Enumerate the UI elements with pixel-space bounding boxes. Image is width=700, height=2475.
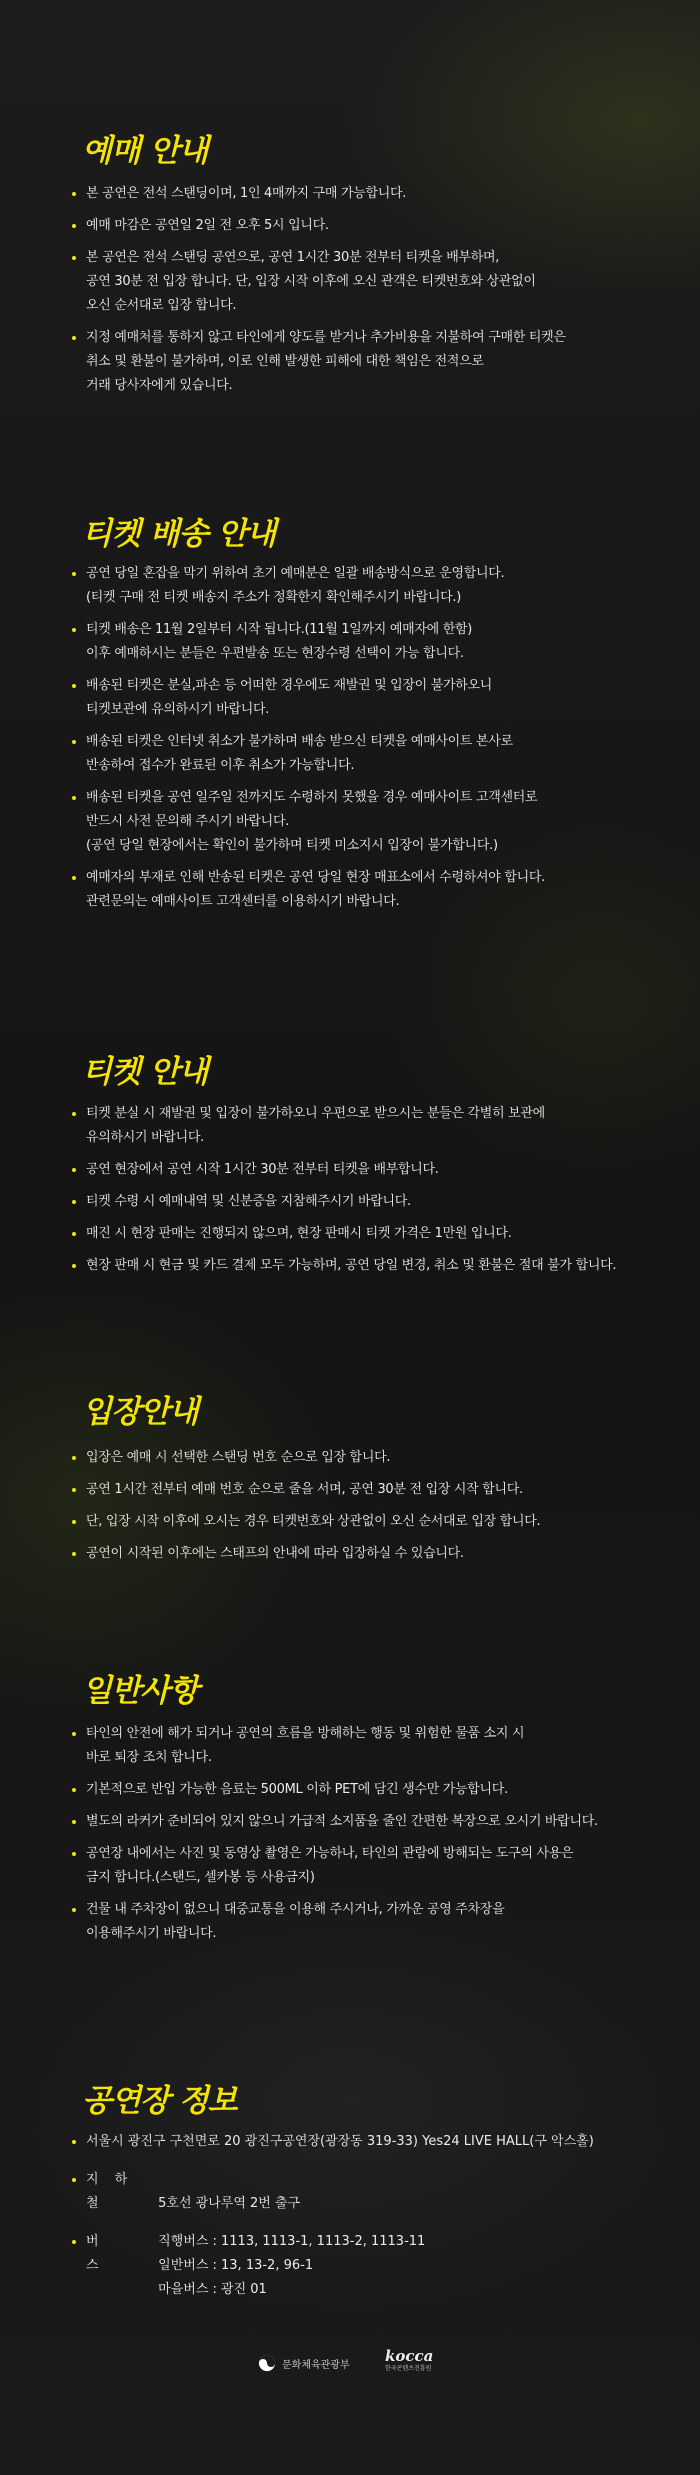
info-list [72, 1446, 662, 1574]
list-item [72, 866, 662, 914]
bus-list [158, 2230, 425, 2302]
info-list [72, 1102, 662, 1286]
item-text-line: (공연 당일 현장에서는 확인이 불가하며 티켓 미소지시 입장이 불가합니다.) [86, 838, 498, 853]
bullet-dot [72, 740, 76, 744]
item-text-line: 배송된 티켓을 공연 일주일 전까지도 수령하지 못했을 경우 예매사이트 고객센터로 [86, 790, 538, 805]
bullet-dot [72, 1200, 76, 1204]
kocca-logo [385, 2348, 433, 2373]
kocca-sub: 한국콘텐츠진흥원 [385, 2365, 432, 2372]
bullet-dot [72, 1552, 76, 1556]
item-text-line: 관련문의는 예매사이트 고객센터를 이용하시기 바랍니다. [86, 894, 400, 909]
list-item [72, 1478, 662, 1502]
list-item [72, 674, 662, 722]
bullet-dot [72, 256, 76, 260]
item-text-line: 건물 내 주차장이 없으니 대중교통을 이용해 주시거나, 가까운 공영 주차장을 [86, 1902, 505, 1917]
item-text-line: 예매 마감은 공연일 2일 전 오후 5시 입니다. [86, 218, 329, 233]
bullet-dot [72, 684, 76, 688]
footer-logos [0, 2344, 700, 2384]
subway-text: 5호선 광나루역 2번 출구 [158, 2196, 301, 2211]
bus-line: 일반버스 : 13, 13-2, 96-1 [158, 2258, 314, 2273]
bullet-dot [72, 1456, 76, 1460]
info-list [72, 1722, 662, 1954]
list-item [72, 1810, 662, 1834]
taegeuk-icon [258, 2354, 276, 2372]
item-text-line: 배송된 티켓은 분실,파손 등 어떠한 경우에도 재발권 및 입장이 불가하오니 [86, 678, 493, 693]
section-title: 티켓 안내 [82, 1054, 208, 1090]
list-item [72, 1510, 662, 1534]
item-text-line: 티켓보관에 유의하시기 바랍니다. [86, 702, 270, 717]
list-item [72, 1446, 662, 1470]
list-item [72, 246, 662, 318]
item-text-line: 공연 1시간 전부터 예매 번호 순으로 줄을 서며, 공연 30분 전 입장 시작 합니다. [86, 1482, 523, 1497]
item-text-line: 반송하여 접수가 완료된 이후 취소가 가능합니다. [86, 758, 355, 773]
venue-subway [72, 2168, 672, 2216]
bullet-dot [72, 1852, 76, 1856]
section-title: 예매 안내 [82, 133, 208, 169]
venue-bus [72, 2230, 672, 2302]
kocca-main: kocca [385, 2347, 434, 2365]
bullet-dot [72, 572, 76, 576]
item-text-line: 거래 당사자에게 있습니다. [86, 378, 233, 393]
item-text-line: 배송된 티켓은 인터넷 취소가 불가하며 배송 받으신 티켓을 예매사이트 본사로 [86, 734, 513, 749]
mcst-logo [258, 2354, 350, 2372]
item-text-line: 단, 입장 시작 이후에 오시는 경우 티켓번호와 상관없이 오신 순서대로 입장 합니다. [86, 1514, 541, 1529]
bullet-dot [72, 2140, 76, 2144]
bus-label: 버 스 [86, 2234, 121, 2273]
list-item [72, 1102, 662, 1150]
bullet-dot [72, 1488, 76, 1492]
list-item [72, 1842, 662, 1890]
item-text-line: 이용해주시기 바랍니다. [86, 1926, 217, 1941]
bullet-dot [72, 1908, 76, 1912]
info-list [72, 562, 662, 922]
address-text: 서울시 광진구 구천면로 20 광진구공연장(광장동 319-33) Yes24 LIVE HALL(구 악스홀) [86, 2134, 594, 2149]
bullet-dot [72, 1820, 76, 1824]
bullet-dot [72, 2240, 76, 2244]
info-list [72, 182, 662, 406]
bullet-dot [72, 796, 76, 800]
list-item [72, 1158, 662, 1182]
bullet-dot [72, 1112, 76, 1116]
item-text-line: (티켓 구매 전 티켓 배송지 주소가 정확한지 확인해주시기 바랍니다.) [86, 590, 462, 605]
item-text-line: 유의하시기 바랍니다. [86, 1130, 204, 1145]
item-text-line: 입장은 예매 시 선택한 스탠딩 번호 순으로 입장 합니다. [86, 1450, 391, 1465]
bus-line: 마을버스 : 광진 01 [158, 2282, 267, 2297]
item-text-line: 본 공연은 전석 스탠딩 공연으로, 공연 1시간 30분 전부터 티켓을 배부하며, [86, 250, 500, 265]
item-text-line: 매진 시 현장 판매는 진행되지 않으며, 현장 판매시 티켓 가격은 1만원 입니다. [86, 1226, 512, 1241]
list-item [72, 786, 662, 858]
item-text-line: 지정 예매처를 통하지 않고 타인에게 양도를 받거나 추가비용을 지불하여 구매한 티켓은 [86, 330, 566, 345]
item-text-line: 티켓 수령 시 예매내역 및 신분증을 지참해주시기 바랍니다. [86, 1194, 411, 1209]
venue-info [72, 2130, 672, 2316]
item-text-line: 티켓 분실 시 재발권 및 입장이 불가하오니 우편으로 받으시는 분들은 각별히 보관에 [86, 1106, 545, 1121]
bullet-dot [72, 1788, 76, 1792]
item-text-line: 반드시 사전 문의해 주시기 바랍니다. [86, 814, 290, 829]
item-text-line: 공연 당일 혼잡을 막기 위하여 초기 예매분은 일괄 배송방식으로 운영합니다. [86, 566, 505, 581]
bullet-dot [72, 336, 76, 340]
section-title: 공연장 정보 [82, 2083, 237, 2119]
list-item [72, 618, 662, 666]
item-text-line: 타인의 안전에 해가 되거나 공연의 흐름을 방해하는 행동 및 위험한 물품 소지 시 [86, 1726, 525, 1741]
bullet-dot [72, 1232, 76, 1236]
bus-line: 직행버스 : 1113, 1113-1, 1113-2, 1113-11 [158, 2234, 426, 2249]
venue-address [72, 2130, 672, 2154]
bullet-dot [72, 1732, 76, 1736]
list-item [72, 1778, 662, 1802]
item-text-line: 공연이 시작된 이후에는 스태프의 안내에 따라 입장하실 수 있습니다. [86, 1546, 464, 1561]
section-title: 티켓 배송 안내 [82, 516, 276, 552]
subway-label: 지 하 철 [86, 2172, 134, 2211]
bullet-dot [72, 876, 76, 880]
bullet-dot [72, 1168, 76, 1172]
section-title: 일반사항 [82, 1673, 198, 1709]
section-title: 입장안내 [82, 1394, 198, 1430]
item-text-line: 공연 현장에서 공연 시작 1시간 30분 전부터 티켓을 배부합니다. [86, 1162, 439, 1177]
list-item [72, 730, 662, 778]
item-text-line: 공연장 내에서는 사진 및 동영상 촬영은 가능하나, 타인의 관람에 방해되는 도구의 사용은 [86, 1846, 574, 1861]
list-item [72, 1542, 662, 1566]
item-text-line: 금지 합니다.(스탠드, 셀카봉 등 사용금지) [86, 1870, 315, 1885]
list-item [72, 1722, 662, 1770]
list-item [72, 1254, 662, 1278]
list-item [72, 1222, 662, 1246]
item-text-line: 이후 예매하시는 분들은 우편발송 또는 현장수령 선택이 가능 합니다. [86, 646, 464, 661]
list-item [72, 326, 662, 398]
bullet-dot [72, 224, 76, 228]
list-item [72, 182, 662, 206]
item-text-line: 기본적으로 반입 가능한 음료는 500ML 이하 PET에 담긴 생수만 가능합니다. [86, 1782, 508, 1797]
item-text-line: 현장 판매 시 현금 및 카드 결제 모두 가능하며, 공연 당일 변경, 취소 및 환불은 절대 불가 합니다. [86, 1258, 617, 1273]
item-text-line: 예매자의 부재로 인해 반송된 티켓은 공연 당일 현장 매표소에서 수령하셔야 합니다. [86, 870, 545, 885]
item-text-line: 본 공연은 전석 스탠딩이며, 1인 4매까지 구매 가능합니다. [86, 186, 407, 201]
bullet-dot [72, 2178, 76, 2182]
list-item [72, 1898, 662, 1946]
list-item [72, 214, 662, 238]
bullet-dot [72, 628, 76, 632]
list-item [72, 1190, 662, 1214]
mcst-text: 문화체육관광부 [282, 2359, 350, 2371]
bullet-dot [72, 192, 76, 196]
item-text-line: 오신 순서대로 입장 합니다. [86, 298, 237, 313]
item-text-line: 바로 퇴장 조치 합니다. [86, 1750, 212, 1765]
list-item [72, 562, 662, 610]
item-text-line: 공연 30분 전 입장 합니다. 단, 입장 시작 이후에 오신 관객은 티켓번호와 상관없이 [86, 274, 536, 289]
bullet-dot [72, 1520, 76, 1524]
item-text-line: 별도의 라커가 준비되어 있지 않으니 가급적 소지품을 줄인 간편한 복장으로 오시기 바랍니다. [86, 1814, 598, 1829]
item-text-line: 취소 및 환불이 불가하며, 이로 인해 발생한 피해에 대한 책임은 전적으로 [86, 354, 484, 369]
item-text-line: 티켓 배송은 11월 2일부터 시작 됩니다.(11월 1일까지 예매자에 한함) [86, 622, 473, 637]
bullet-dot [72, 1264, 76, 1268]
